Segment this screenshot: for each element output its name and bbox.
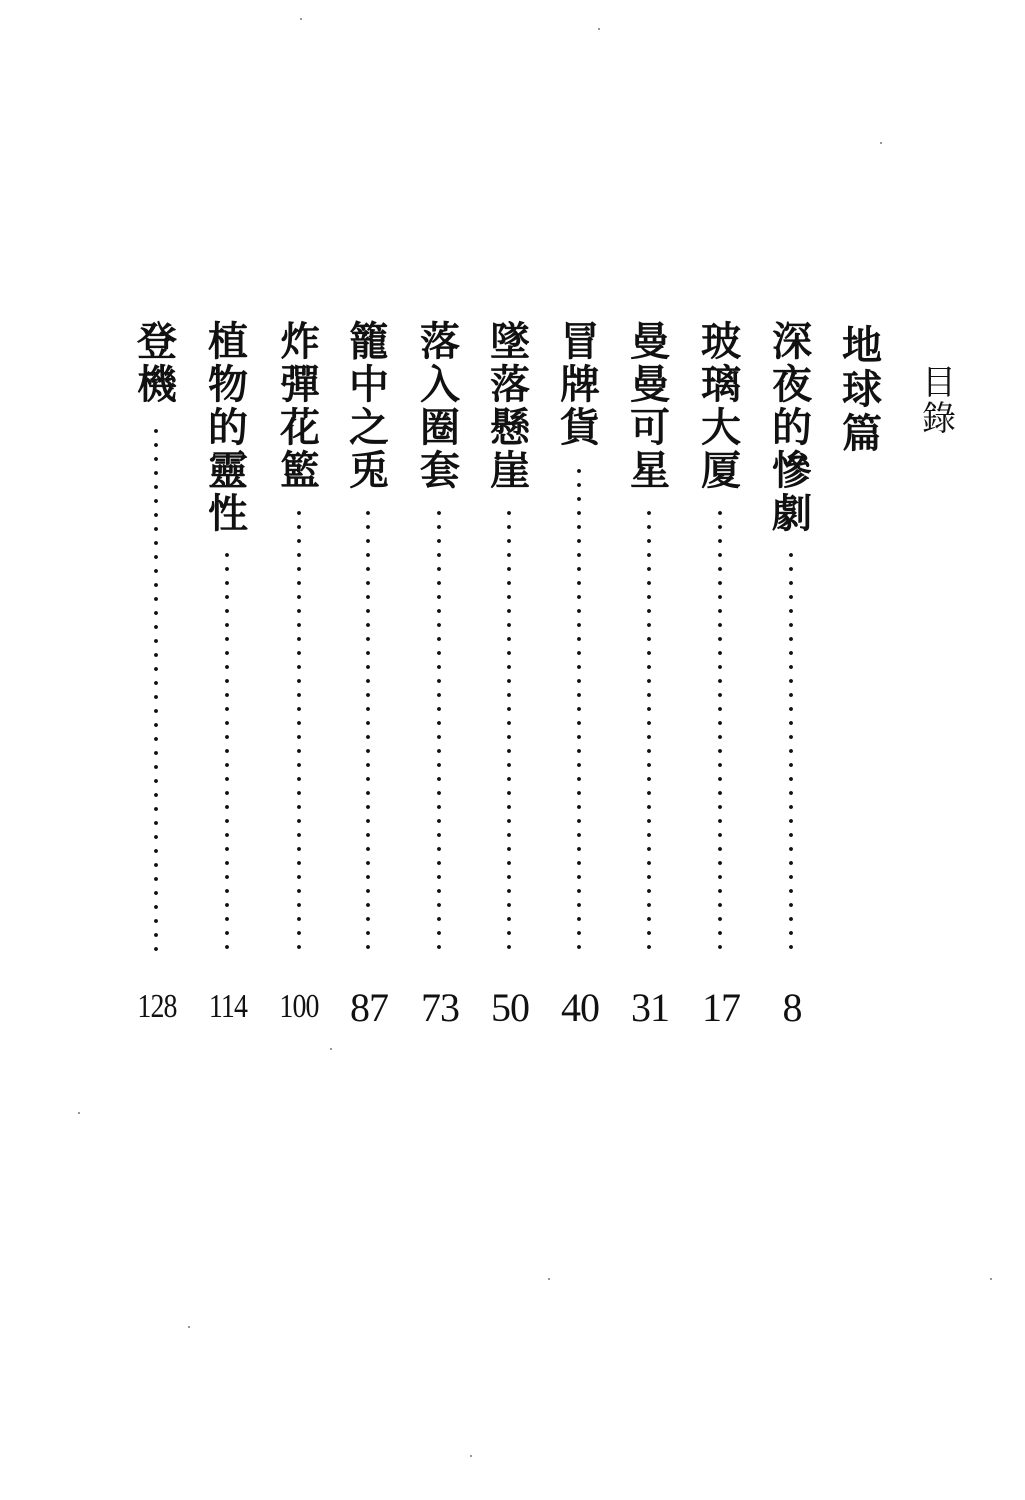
entry-char: 中 (349, 361, 389, 408)
entry-char: 的 (772, 404, 812, 451)
section-heading-char: 地 (842, 322, 882, 369)
scan-speck (990, 1278, 992, 1280)
scan-speck (880, 142, 882, 144)
entry-char: 曼 (630, 361, 670, 408)
entry-char: 曼 (630, 318, 670, 365)
scan-speck (598, 28, 600, 30)
toc-entry-title (349, 318, 389, 494)
dot-leader (436, 506, 442, 956)
toc-title (922, 363, 956, 439)
dot-leader (153, 424, 159, 956)
toc-entry-title (137, 318, 177, 408)
entry-char: 可 (630, 404, 670, 451)
toc-entry-title (772, 318, 812, 537)
entry-char: 炸 (280, 318, 320, 365)
section-heading-char: 篇 (842, 410, 882, 457)
entry-char: 植 (208, 318, 248, 365)
dot-leader (788, 548, 794, 956)
toc-entry-title (208, 318, 248, 537)
scan-speck (78, 1112, 80, 1114)
toc-entry-page: 87 (350, 985, 388, 1030)
entry-char: 星 (630, 447, 670, 494)
scan-speck (330, 1048, 332, 1050)
toc-title-char: 錄 (922, 399, 956, 439)
dot-leader (296, 506, 302, 956)
entry-char: 深 (772, 318, 812, 365)
dot-leader (506, 506, 512, 956)
entry-char: 玻 (701, 318, 741, 365)
entry-char: 劇 (772, 490, 812, 537)
entry-char: 入 (420, 361, 460, 408)
dot-leader (646, 506, 652, 956)
entry-char: 籠 (349, 318, 389, 365)
entry-char: 牌 (560, 361, 600, 408)
entry-char: 墜 (490, 318, 530, 365)
section-heading (842, 322, 882, 458)
dot-leader (365, 506, 371, 956)
toc-entry-page: 31 (631, 985, 669, 1030)
dot-leader (224, 548, 230, 956)
toc-entry-title (420, 318, 460, 494)
toc-entry-title (280, 318, 320, 494)
entry-char: 靈 (208, 447, 248, 494)
entry-char: 崖 (490, 447, 530, 494)
toc-entry-page: 8 (782, 985, 802, 1030)
toc-entry-page: 114 (208, 988, 248, 1025)
toc-entry-page: 73 (421, 985, 459, 1030)
toc-entry-page: 128 (137, 988, 177, 1025)
entry-char: 物 (208, 361, 248, 408)
entry-char: 慘 (772, 447, 812, 494)
entry-char: 懸 (490, 404, 530, 451)
entry-char: 夜 (772, 361, 812, 408)
dot-leader (717, 506, 723, 956)
scan-speck (188, 1326, 190, 1328)
toc-entry-title (630, 318, 670, 494)
entry-char: 圈 (420, 404, 460, 451)
scan-speck (548, 1278, 550, 1280)
toc-entry-page: 17 (702, 985, 740, 1030)
entry-char: 落 (490, 361, 530, 408)
toc-title-char: 目 (922, 363, 956, 403)
entry-char: 的 (208, 404, 248, 451)
entry-char: 兎 (349, 447, 389, 494)
entry-char: 機 (137, 361, 177, 408)
entry-char: 璃 (701, 361, 741, 408)
entry-char: 冒 (560, 318, 600, 365)
entry-char: 貨 (560, 404, 600, 451)
scan-speck (470, 1455, 472, 1457)
entry-char: 大 (701, 404, 741, 451)
entry-char: 落 (420, 318, 460, 365)
scan-speck (300, 18, 302, 20)
entry-char: 登 (137, 318, 177, 365)
toc-entry-page: 100 (279, 988, 319, 1025)
entry-char: 套 (420, 447, 460, 494)
entry-char: 之 (349, 404, 389, 451)
entry-char: 厦 (701, 447, 741, 494)
section-heading-char: 球 (842, 366, 882, 413)
dot-leader (576, 464, 582, 956)
entry-char: 性 (208, 490, 248, 537)
toc-entry-title (701, 318, 741, 494)
entry-char: 花 (280, 404, 320, 451)
toc-entry-page: 40 (561, 985, 599, 1030)
entry-char: 彈 (280, 361, 320, 408)
toc-entry-title (490, 318, 530, 494)
toc-entry-title (560, 318, 600, 451)
toc-entry-page: 50 (491, 985, 529, 1030)
entry-char: 籃 (280, 447, 320, 494)
